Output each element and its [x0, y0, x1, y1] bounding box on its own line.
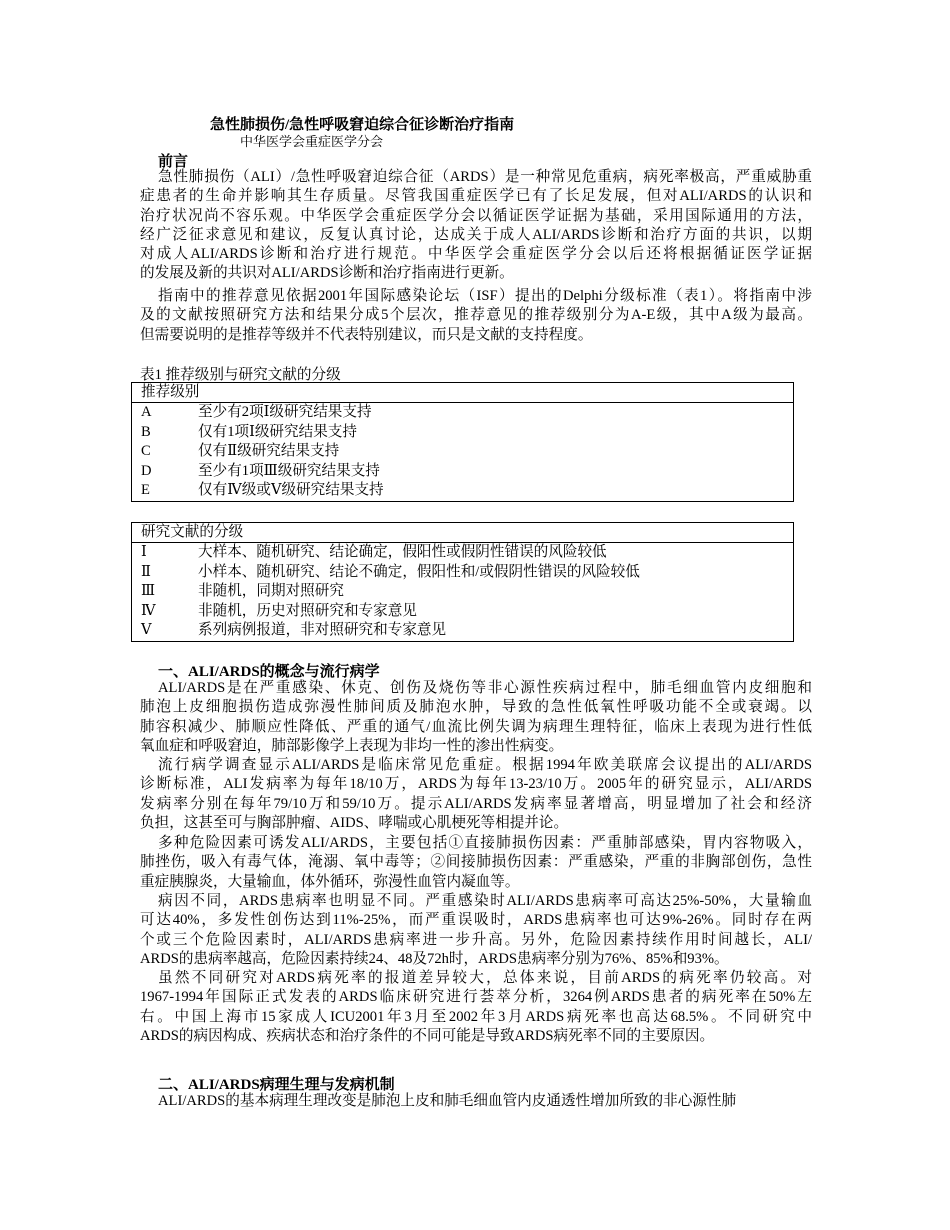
section-1-paragraph-5 — [140, 969, 812, 1046]
text-line: 流行病学调查显示ALI/ARDS是临床常见危重症。根据1994年欧美联席会议提出的ALI/ARDS — [158, 757, 812, 773]
level-description: 至少有2项Ⅰ级研究结果支持 — [198, 404, 372, 420]
table-caption: 表1 推荐级别与研究文献的分级 — [140, 367, 341, 383]
text-line: 经广泛征求意见和建议，反复认真讨论，达成关于成人ALI/ARDS诊断和治疗方面的共识，以期 — [140, 226, 812, 243]
table-row — [132, 563, 793, 583]
section-1-paragraph-1 — [140, 679, 812, 756]
text-line: 肺挫伤，吸入有毒气体，淹溺、氧中毒等；②间接肺损伤因素：严重感染，严重的非胸部创伤，急性 — [140, 854, 812, 871]
section-1-paragraph-2 — [140, 756, 812, 833]
text-line: 虽然不同研究对ARDS病死率的报道差异较大，总体来说，目前ARDS的病死率仍较高。对 — [158, 970, 812, 986]
text-line: 病因不同，ARDS患病率也明显不同。严重感染时ALI/ARDS患病率可高达25%-50%，大量输血 — [158, 893, 812, 909]
level-description: 大样本、随机研究、结论确定，假阳性或假阴性错误的风险较低 — [198, 544, 607, 560]
section-1-heading: 一、ALI/ARDS的概念与流行病学 — [158, 664, 380, 680]
level-description: 至少有1项Ⅲ级研究结果支持 — [198, 462, 380, 479]
text-line: 肺泡上皮细胞损伤造成弥漫性肺间质及肺泡水肿，导致的急性低氧性呼吸功能不全或衰竭。以 — [140, 699, 812, 716]
level-description: 系列病例报道，非对照研究和专家意见 — [198, 622, 447, 639]
text-line: ALI/ARDS的基本病理生理改变是肺泡上皮和肺毛细血管内皮通透性增加所致的非心源性肺 — [158, 1093, 737, 1109]
level-code: D — [141, 462, 152, 479]
text-line: 对成人ALI/ARDS诊断和治疗进行规范。中华医学会重症医学分会以后还将根据循证医学证据 — [140, 246, 812, 263]
text-line: 指南中的推荐意见依据2001年国际感染论坛（ISF）提出的Delphi分级标准（表1）。将指南中涉 — [158, 288, 812, 304]
level-code: Ⅴ — [141, 622, 152, 639]
document-author: 中华医学会重症医学分会 — [240, 134, 384, 149]
section-2-paragraph-1 — [140, 1092, 812, 1111]
level-description: 小样本、随机研究、结论不确定，假阳性和/或假阴性错误的风险较低 — [198, 563, 640, 580]
section-2-heading: 二、ALI/ARDS病理生理与发病机制 — [158, 1077, 395, 1093]
text-line: 负担，这甚至可与胸部肿瘤、AIDS、哮喘或心肌梗死等相提并论。 — [140, 814, 569, 831]
text-line: 肺容积减少、肺顺应性降低、严重的通气/血流比例失调为病理生理特征，临床上表现为进行性低 — [140, 718, 812, 735]
text-line: 症患者的生命并影响其生存质量。尽管我国重症医学已有了长足发展，但对ALI/ARDS的认识和 — [140, 188, 812, 205]
text-line: 及的文献按照研究方法和结果分成5个层次，推荐意见的推荐级别分为A-E级，其中A级为最高。 — [140, 307, 812, 324]
text-line: 重症胰腺炎，大量输血，体外循环，弥漫性血管内凝血等。 — [140, 873, 520, 890]
text-line: 治疗状况尚不容乐观。中华医学会重症医学分会以循证医学证据为基础，采用国际通用的方法， — [140, 207, 812, 224]
text-line: 可达40%，多发性创伤达到11%-25%，而严重误吸时，ARDS患病率也可达9%-26%。同时存在两 — [140, 912, 812, 929]
section-1-paragraph-3 — [140, 834, 812, 892]
table-row — [132, 462, 793, 482]
literature-level-table — [131, 522, 794, 642]
level-code: E — [141, 482, 150, 499]
text-line: 急性肺损伤（ALI）/急性呼吸窘迫综合征（ARDS）是一种常见危重病，病死率极高，严重威胁重 — [158, 169, 812, 185]
text-line: ARDS的患病率越高，危险因素持续24、48及72h时，ARDS患病率分别为76%、85%和93%。 — [140, 950, 729, 967]
text-line: 但需要说明的是推荐等级并不代表特别建议，而只是文献的支持程度。 — [140, 326, 593, 343]
table-row — [132, 543, 793, 563]
table-row — [132, 442, 793, 462]
text-line: 氧血症和呼吸窘迫，肺部影像学上表现为非均一性的渗出性病变。 — [140, 737, 564, 754]
text-line: ALI/ARDS是在严重感染、休克、创伤及烧伤等非心源性疾病过程中，肺毛细血管内皮细胞和 — [158, 680, 812, 696]
preface-heading: 前言 — [158, 154, 189, 170]
text-line: 右。中国上海市15家成人ICU2001年3月至2002年3月ARDS病死率也高达68.5%。不同研究中 — [140, 1008, 812, 1025]
text-line: 多种危险因素可诱发ALI/ARDS，主要包括①直接肺损伤因素：严重肺部感染，胃内容物吸入， — [158, 835, 812, 851]
text-line: 1967-1994年国际正式发表的ARDS临床研究进行荟萃分析，3264例ARDS患者的病死率在50%左 — [140, 989, 812, 1006]
level-code: Ⅰ — [141, 544, 147, 560]
preface-paragraph-2 — [140, 287, 812, 345]
table-header: 研究文献的分级 — [132, 523, 793, 543]
level-description: 仅有Ⅳ级或Ⅴ级研究结果支持 — [198, 482, 384, 499]
level-code: Ⅱ — [141, 563, 151, 580]
table-row — [132, 602, 793, 622]
preface-paragraph-1 — [140, 168, 812, 284]
level-description: 非随机，同期对照研究 — [198, 583, 344, 600]
level-code: A — [141, 404, 152, 420]
table-header: 推荐级别 — [132, 383, 793, 403]
level-code: C — [141, 443, 151, 460]
document-title: 急性肺损伤/急性呼吸窘迫综合征诊断治疗指南 — [210, 117, 515, 133]
table-row — [132, 481, 793, 501]
text-line: ARDS的病因构成、疾病状态和治疗条件的不同可能是导致ARDS病死率不同的主要原因。 — [140, 1027, 715, 1044]
level-description: 仅有1项Ⅰ级研究结果支持 — [198, 423, 358, 440]
text-line: 的发展及新的共识对ALI/ARDS诊断和治疗指南进行更新。 — [140, 265, 514, 282]
table-row — [132, 621, 793, 641]
text-line: 诊断标准，ALI发病率为每年18/10万，ARDS为每年13-23/10万。2005年的研究显示，ALI/ARDS — [140, 776, 812, 793]
section-1-paragraph-4 — [140, 892, 812, 969]
level-code: Ⅳ — [141, 602, 156, 619]
table-row — [132, 582, 793, 602]
text-line: 个或三个危险因素时，ALI/ARDS患病率进一步升高。另外，危险因素持续作用时间越长，ALI/ — [140, 931, 812, 948]
level-code: B — [141, 423, 151, 440]
text-line: 发病率分别在每年79/10万和59/10万。提示ALI/ARDS发病率显著增高，明显增加了社会和经济 — [140, 795, 812, 812]
level-code: Ⅲ — [141, 583, 156, 600]
level-description: 非随机，历史对照研究和专家意见 — [198, 602, 417, 619]
level-description: 仅有Ⅱ级研究结果支持 — [198, 443, 340, 460]
table-row — [132, 403, 793, 423]
table-row — [132, 423, 793, 443]
recommendation-level-table — [131, 382, 794, 502]
